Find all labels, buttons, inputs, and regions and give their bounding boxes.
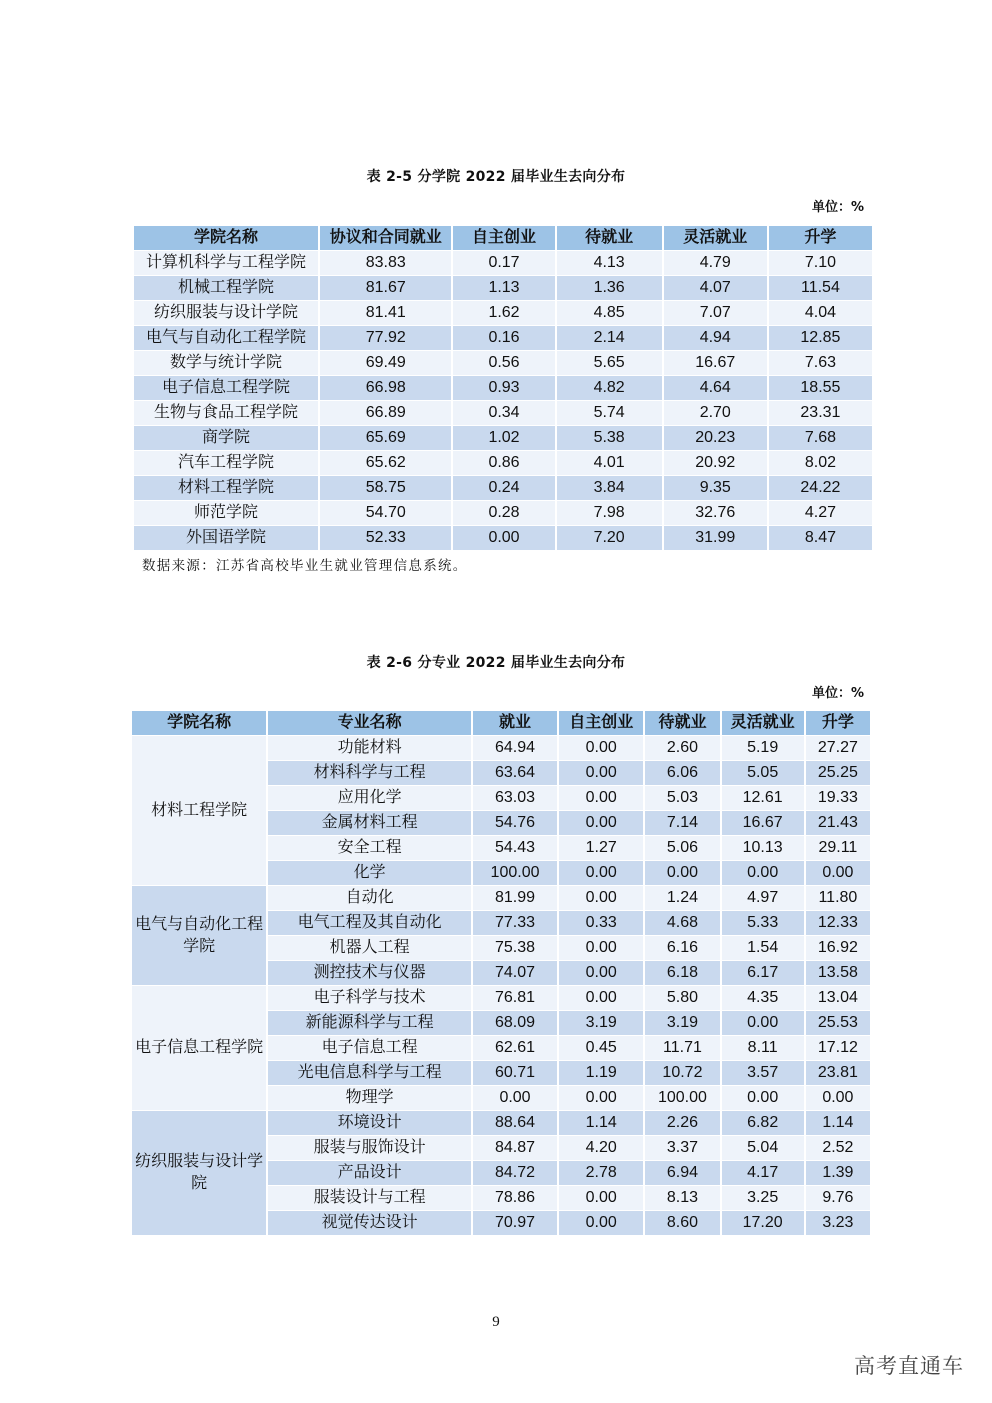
major-name-cell: 测控技术与仪器 <box>268 961 471 985</box>
value-cell: 5.19 <box>722 736 804 760</box>
table-row <box>134 376 872 400</box>
value-cell: 1.36 <box>557 276 662 300</box>
value-cell: 7.14 <box>645 811 719 835</box>
value-cell: 76.81 <box>473 986 557 1010</box>
value-cell: 4.01 <box>557 451 662 475</box>
value-cell: 9.76 <box>806 1186 870 1210</box>
value-cell: 0.00 <box>559 886 643 910</box>
value-cell: 100.00 <box>473 861 557 885</box>
value-cell: 11.80 <box>806 886 870 910</box>
value-cell: 23.31 <box>769 401 872 425</box>
college-name-cell: 电气与自动化工程学院 <box>134 326 318 350</box>
value-cell: 0.33 <box>559 911 643 935</box>
value-cell: 5.04 <box>722 1136 804 1160</box>
value-cell: 62.61 <box>473 1036 557 1060</box>
value-cell: 4.97 <box>722 886 804 910</box>
value-cell: 0.16 <box>453 326 554 350</box>
major-name-cell: 电子信息工程 <box>268 1036 471 1060</box>
value-cell: 54.70 <box>320 501 451 525</box>
value-cell: 5.65 <box>557 351 662 375</box>
major-name-cell: 自动化 <box>268 886 471 910</box>
value-cell: 68.09 <box>473 1011 557 1035</box>
value-cell: 1.19 <box>559 1061 643 1085</box>
major-name-cell: 应用化学 <box>268 786 471 810</box>
value-cell: 6.94 <box>645 1161 719 1185</box>
value-cell: 3.23 <box>806 1211 870 1235</box>
value-cell: 3.25 <box>722 1186 804 1210</box>
value-cell: 4.20 <box>559 1136 643 1160</box>
major-name-cell: 材料科学与工程 <box>268 761 471 785</box>
value-cell: 8.11 <box>722 1036 804 1060</box>
college-name-cell: 机械工程学院 <box>134 276 318 300</box>
value-cell: 1.14 <box>806 1111 870 1135</box>
value-cell: 4.17 <box>722 1161 804 1185</box>
value-cell: 5.38 <box>557 426 662 450</box>
value-cell: 4.27 <box>769 501 872 525</box>
major-name-cell: 功能材料 <box>268 736 471 760</box>
value-cell: 16.67 <box>722 811 804 835</box>
value-cell: 74.07 <box>473 961 557 985</box>
value-cell: 58.75 <box>320 476 451 500</box>
value-cell: 7.20 <box>557 526 662 550</box>
value-cell: 18.55 <box>769 376 872 400</box>
value-cell: 77.33 <box>473 911 557 935</box>
value-cell: 0.00 <box>645 861 719 885</box>
value-cell: 25.25 <box>806 761 870 785</box>
column-header: 就业 <box>473 711 557 735</box>
table-row <box>132 986 870 1010</box>
table-row <box>134 276 872 300</box>
value-cell: 16.92 <box>806 936 870 960</box>
value-cell: 81.99 <box>473 886 557 910</box>
table-2-6-caption: 表 2-6 分专业 2022 届毕业生去向分布 <box>366 655 626 671</box>
college-name-cell: 纺织服装与设计学院 <box>134 301 318 325</box>
value-cell: 8.13 <box>645 1186 719 1210</box>
college-name-cell: 电气与自动化工程学院 <box>132 886 266 985</box>
value-cell: 5.05 <box>722 761 804 785</box>
college-name-cell: 纺织服装与设计学院 <box>132 1111 266 1235</box>
value-cell: 84.72 <box>473 1161 557 1185</box>
value-cell: 3.37 <box>645 1136 719 1160</box>
major-name-cell: 环境设计 <box>268 1111 471 1135</box>
column-header: 待就业 <box>557 226 662 250</box>
column-header: 灵活就业 <box>664 226 767 250</box>
value-cell: 4.04 <box>769 301 872 325</box>
value-cell: 17.20 <box>722 1211 804 1235</box>
value-cell: 7.98 <box>557 501 662 525</box>
value-cell: 21.43 <box>806 811 870 835</box>
table-row <box>134 526 872 550</box>
value-cell: 8.60 <box>645 1211 719 1235</box>
value-cell: 9.35 <box>664 476 767 500</box>
watermark: 高考直通车 <box>854 1354 964 1378</box>
value-cell: 29.11 <box>806 836 870 860</box>
value-cell: 23.81 <box>806 1061 870 1085</box>
table-2-5-unit: 单位：% <box>811 200 864 215</box>
value-cell: 52.33 <box>320 526 451 550</box>
college-name-cell: 汽车工程学院 <box>134 451 318 475</box>
value-cell: 77.92 <box>320 326 451 350</box>
value-cell: 6.06 <box>645 761 719 785</box>
value-cell: 1.14 <box>559 1111 643 1135</box>
value-cell: 2.60 <box>645 736 719 760</box>
table-row <box>134 351 872 375</box>
value-cell: 66.89 <box>320 401 451 425</box>
value-cell: 1.62 <box>453 301 554 325</box>
table-2-5-caption: 表 2-5 分学院 2022 届毕业生去向分布 <box>366 169 626 185</box>
major-name-cell: 电子科学与技术 <box>268 986 471 1010</box>
value-cell: 70.97 <box>473 1211 557 1235</box>
value-cell: 63.64 <box>473 761 557 785</box>
value-cell: 7.68 <box>769 426 872 450</box>
table-2-6-unit: 单位：% <box>811 686 864 701</box>
value-cell: 4.07 <box>664 276 767 300</box>
value-cell: 81.67 <box>320 276 451 300</box>
table-header-row <box>134 226 872 250</box>
value-cell: 7.07 <box>664 301 767 325</box>
value-cell: 0.00 <box>559 936 643 960</box>
value-cell: 0.56 <box>453 351 554 375</box>
column-header: 专业名称 <box>268 711 471 735</box>
value-cell: 1.54 <box>722 936 804 960</box>
column-header: 学院名称 <box>132 711 266 735</box>
column-header: 自主创业 <box>559 711 643 735</box>
value-cell: 0.00 <box>559 961 643 985</box>
value-cell: 4.68 <box>645 911 719 935</box>
value-cell: 81.41 <box>320 301 451 325</box>
value-cell: 27.27 <box>806 736 870 760</box>
value-cell: 0.00 <box>559 761 643 785</box>
value-cell: 3.19 <box>645 1011 719 1035</box>
value-cell: 2.70 <box>664 401 767 425</box>
table-row <box>134 476 872 500</box>
value-cell: 0.00 <box>559 861 643 885</box>
value-cell: 0.00 <box>806 861 870 885</box>
college-name-cell: 电子信息工程学院 <box>132 986 266 1110</box>
table-row <box>134 426 872 450</box>
value-cell: 5.33 <box>722 911 804 935</box>
value-cell: 2.26 <box>645 1111 719 1135</box>
value-cell: 19.33 <box>806 786 870 810</box>
value-cell: 5.74 <box>557 401 662 425</box>
major-name-cell: 安全工程 <box>268 836 471 860</box>
major-name-cell: 新能源科学与工程 <box>268 1011 471 1035</box>
column-header: 待就业 <box>645 711 719 735</box>
value-cell: 5.80 <box>645 986 719 1010</box>
value-cell: 2.14 <box>557 326 662 350</box>
value-cell: 1.02 <box>453 426 554 450</box>
value-cell: 1.13 <box>453 276 554 300</box>
value-cell: 0.34 <box>453 401 554 425</box>
value-cell: 6.82 <box>722 1111 804 1135</box>
value-cell: 3.84 <box>557 476 662 500</box>
college-name-cell: 材料工程学院 <box>132 736 266 885</box>
table-row <box>134 251 872 275</box>
value-cell: 0.93 <box>453 376 554 400</box>
value-cell: 0.00 <box>559 811 643 835</box>
value-cell: 31.99 <box>664 526 767 550</box>
college-name-cell: 生物与食品工程学院 <box>134 401 318 425</box>
page-number: 9 <box>492 1314 500 1330</box>
value-cell: 3.57 <box>722 1061 804 1085</box>
major-name-cell: 物理学 <box>268 1086 471 1110</box>
value-cell: 3.19 <box>559 1011 643 1035</box>
column-header: 升学 <box>806 711 870 735</box>
value-cell: 0.86 <box>453 451 554 475</box>
value-cell: 0.00 <box>453 526 554 550</box>
value-cell: 6.18 <box>645 961 719 985</box>
college-name-cell: 材料工程学院 <box>134 476 318 500</box>
table-row <box>134 301 872 325</box>
value-cell: 0.00 <box>559 1086 643 1110</box>
value-cell: 63.03 <box>473 786 557 810</box>
value-cell: 4.79 <box>664 251 767 275</box>
major-name-cell: 机器人工程 <box>268 936 471 960</box>
value-cell: 0.00 <box>559 1186 643 1210</box>
value-cell: 0.17 <box>453 251 554 275</box>
value-cell: 100.00 <box>645 1086 719 1110</box>
value-cell: 4.94 <box>664 326 767 350</box>
value-cell: 2.52 <box>806 1136 870 1160</box>
value-cell: 13.58 <box>806 961 870 985</box>
value-cell: 75.38 <box>473 936 557 960</box>
value-cell: 20.23 <box>664 426 767 450</box>
college-name-cell: 数学与统计学院 <box>134 351 318 375</box>
value-cell: 6.16 <box>645 936 719 960</box>
major-name-cell: 产品设计 <box>268 1161 471 1185</box>
column-header: 协议和合同就业 <box>320 226 451 250</box>
column-header: 升学 <box>769 226 872 250</box>
value-cell: 4.85 <box>557 301 662 325</box>
value-cell: 5.06 <box>645 836 719 860</box>
value-cell: 8.47 <box>769 526 872 550</box>
value-cell: 8.02 <box>769 451 872 475</box>
value-cell: 65.69 <box>320 426 451 450</box>
value-cell: 0.28 <box>453 501 554 525</box>
table-row <box>134 326 872 350</box>
column-header: 自主创业 <box>453 226 554 250</box>
value-cell: 25.53 <box>806 1011 870 1035</box>
value-cell: 13.04 <box>806 986 870 1010</box>
column-header: 学院名称 <box>134 226 318 250</box>
value-cell: 0.00 <box>722 1086 804 1110</box>
major-name-cell: 化学 <box>268 861 471 885</box>
college-name-cell: 外国语学院 <box>134 526 318 550</box>
value-cell: 32.76 <box>664 501 767 525</box>
college-name-cell: 计算机科学与工程学院 <box>134 251 318 275</box>
value-cell: 11.54 <box>769 276 872 300</box>
table-header-row <box>132 711 870 735</box>
value-cell: 64.94 <box>473 736 557 760</box>
value-cell: 60.71 <box>473 1061 557 1085</box>
value-cell: 12.85 <box>769 326 872 350</box>
value-cell: 69.49 <box>320 351 451 375</box>
table-row <box>134 501 872 525</box>
major-name-cell: 服装与服饰设计 <box>268 1136 471 1160</box>
college-name-cell: 商学院 <box>134 426 318 450</box>
value-cell: 54.43 <box>473 836 557 860</box>
value-cell: 4.35 <box>722 986 804 1010</box>
major-name-cell: 光电信息科学与工程 <box>268 1061 471 1085</box>
table-row <box>132 736 870 760</box>
value-cell: 78.86 <box>473 1186 557 1210</box>
value-cell: 4.82 <box>557 376 662 400</box>
value-cell: 0.00 <box>806 1086 870 1110</box>
data-source-note: 数据来源：江苏省高校毕业生就业管理信息系统。 <box>142 558 468 574</box>
table-2-6 <box>130 710 872 1236</box>
value-cell: 54.76 <box>473 811 557 835</box>
table-row <box>134 451 872 475</box>
value-cell: 88.64 <box>473 1111 557 1135</box>
major-name-cell: 电气工程及其自动化 <box>268 911 471 935</box>
value-cell: 0.00 <box>722 861 804 885</box>
major-name-cell: 服装设计与工程 <box>268 1186 471 1210</box>
value-cell: 0.45 <box>559 1036 643 1060</box>
value-cell: 84.87 <box>473 1136 557 1160</box>
value-cell: 1.27 <box>559 836 643 860</box>
value-cell: 7.63 <box>769 351 872 375</box>
value-cell: 16.67 <box>664 351 767 375</box>
value-cell: 20.92 <box>664 451 767 475</box>
value-cell: 10.72 <box>645 1061 719 1085</box>
table-row <box>132 886 870 910</box>
college-name-cell: 师范学院 <box>134 501 318 525</box>
value-cell: 5.03 <box>645 786 719 810</box>
value-cell: 0.00 <box>559 786 643 810</box>
major-name-cell: 金属材料工程 <box>268 811 471 835</box>
value-cell: 11.71 <box>645 1036 719 1060</box>
value-cell: 0.00 <box>559 736 643 760</box>
value-cell: 65.62 <box>320 451 451 475</box>
value-cell: 83.83 <box>320 251 451 275</box>
value-cell: 0.24 <box>453 476 554 500</box>
major-name-cell: 视觉传达设计 <box>268 1211 471 1235</box>
value-cell: 4.13 <box>557 251 662 275</box>
table-row <box>132 1111 870 1135</box>
value-cell: 24.22 <box>769 476 872 500</box>
column-header: 灵活就业 <box>722 711 804 735</box>
table-2-5 <box>132 225 874 551</box>
value-cell: 1.39 <box>806 1161 870 1185</box>
value-cell: 12.61 <box>722 786 804 810</box>
value-cell: 0.00 <box>559 1211 643 1235</box>
value-cell: 66.98 <box>320 376 451 400</box>
value-cell: 0.00 <box>559 986 643 1010</box>
value-cell: 6.17 <box>722 961 804 985</box>
value-cell: 12.33 <box>806 911 870 935</box>
value-cell: 4.64 <box>664 376 767 400</box>
value-cell: 0.00 <box>722 1011 804 1035</box>
value-cell: 7.10 <box>769 251 872 275</box>
value-cell: 10.13 <box>722 836 804 860</box>
value-cell: 2.78 <box>559 1161 643 1185</box>
college-name-cell: 电子信息工程学院 <box>134 376 318 400</box>
value-cell: 0.00 <box>473 1086 557 1110</box>
value-cell: 1.24 <box>645 886 719 910</box>
value-cell: 17.12 <box>806 1036 870 1060</box>
table-row <box>134 401 872 425</box>
